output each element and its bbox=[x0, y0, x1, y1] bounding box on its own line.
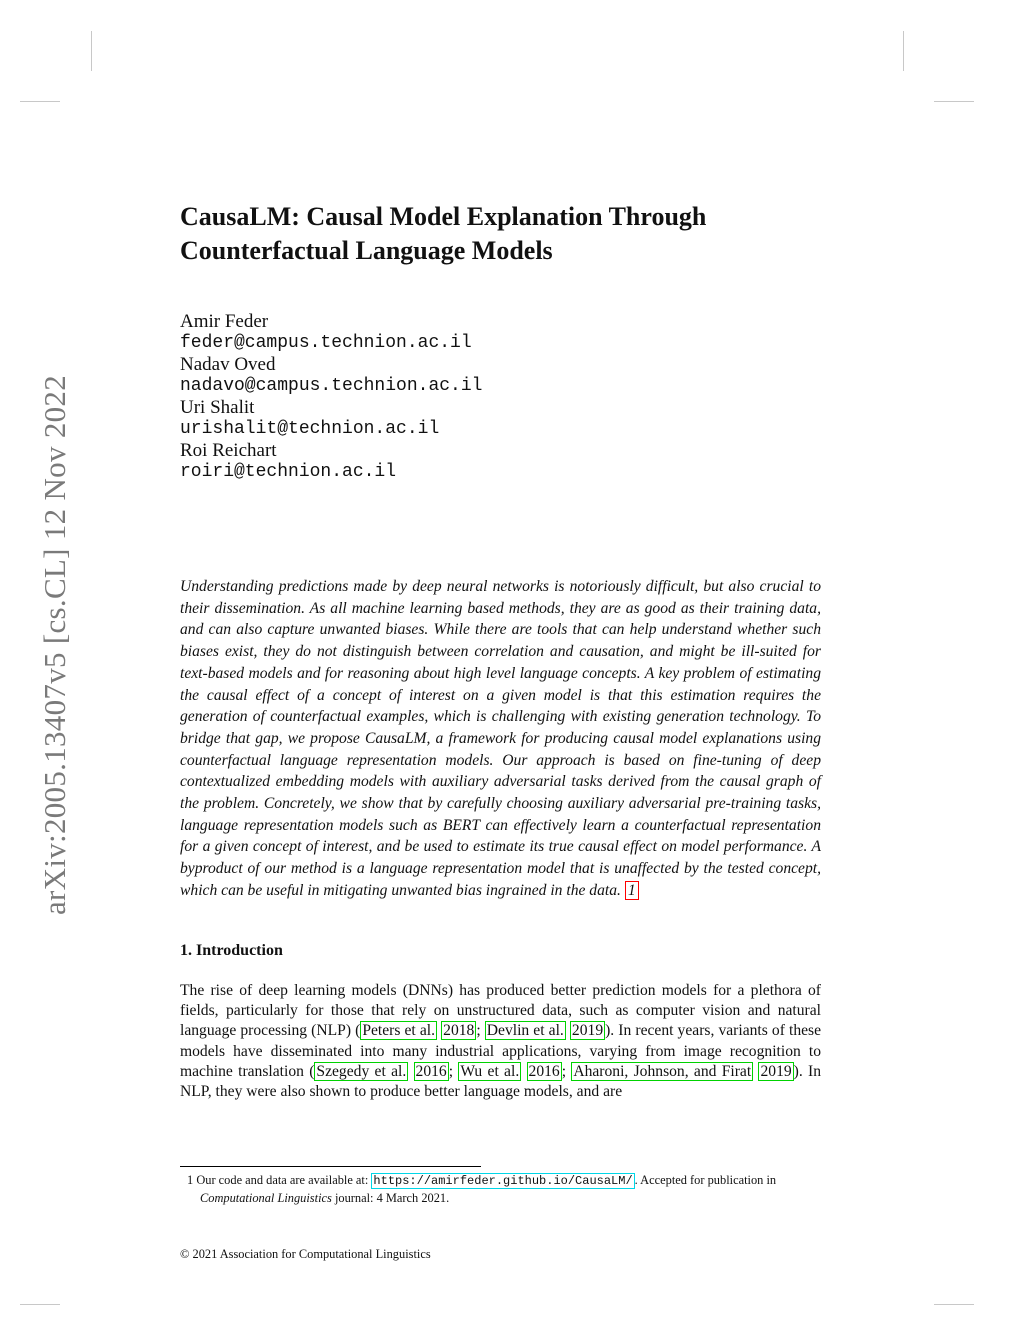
citation-link[interactable]: Devlin et al. bbox=[486, 1022, 564, 1040]
intro-text: ). In recent years, variants of these models have disseminated into many industrial applications, varying from image recognition to machine translation ( bbox=[180, 1022, 822, 1080]
author-email[interactable]: urishalit@technion.ac.il bbox=[180, 419, 440, 439]
crop-mark bbox=[20, 1304, 60, 1305]
copyright-notice: © 2021 Association for Computational Linguistics bbox=[180, 1247, 431, 1261]
journal-name: Computational Linguistics bbox=[200, 1191, 332, 1205]
author-email[interactable]: nadavo@campus.technion.ac.il bbox=[180, 376, 483, 396]
title-line-1: CausaLM: Causal Model Explanation Through bbox=[180, 202, 707, 231]
title-line-2: Counterfactual Language Models bbox=[180, 236, 553, 265]
author-block bbox=[180, 311, 821, 483]
footnote-text: . Accepted for publication in bbox=[634, 1173, 777, 1187]
citation-year-link[interactable]: 2018 bbox=[443, 1022, 475, 1040]
citation-link[interactable]: Peters et al. bbox=[362, 1022, 436, 1040]
footnote-mark: 1 bbox=[187, 1173, 194, 1187]
citation-year-link[interactable]: 2016 bbox=[415, 1062, 447, 1080]
crop-mark bbox=[20, 101, 60, 102]
crop-mark bbox=[903, 31, 904, 71]
citation-link[interactable]: Wu et al. bbox=[460, 1062, 520, 1080]
intro-text: The rise of deep learning models (DNNs) has produced better prediction models for a plethora of fields, particularly for those that rely on unstructured data, such as computer vision and natural language processing (NLP) ( bbox=[180, 982, 821, 1040]
author-name: Uri Shalit bbox=[180, 397, 255, 418]
citation-separator: ; bbox=[476, 1022, 485, 1040]
citation-link[interactable]: Szegedy et al. bbox=[316, 1062, 407, 1080]
author-email[interactable]: feder@campus.technion.ac.il bbox=[180, 333, 472, 353]
intro-paragraph bbox=[180, 981, 821, 1102]
arxiv-stamp: arXiv:2005.13407v5 [cs.CL] 12 Nov 2022 bbox=[37, 374, 72, 916]
abstract bbox=[180, 576, 821, 902]
author-name: Amir Feder bbox=[180, 311, 269, 332]
author-email[interactable]: roiri@technion.ac.il bbox=[180, 462, 397, 482]
crop-mark bbox=[934, 1304, 974, 1305]
citation-year-link[interactable]: 2019 bbox=[571, 1022, 604, 1040]
citation-link[interactable]: Aharoni, Johnson, and Firat bbox=[573, 1062, 752, 1080]
footnote bbox=[180, 1172, 841, 1207]
footnote-rule bbox=[180, 1166, 481, 1167]
paper-title bbox=[180, 200, 821, 268]
abstract-text: Understanding predictions made by deep neural networks is notoriously difficult, but also crucial to their dissemination. As all machine learning based methods, they are as good as their training data, and can also capture unwanted biases. While there are tools that can help understand whether such biases exist, they do not distinguish between correlation and causation, and might be ill-suited for text-based models and for reasoning about high level language concepts. A key problem of estimating the causal effect of a concept of interest on a given model is that this estimation requires the generation of counterfactual examples, which is challenging with existing generation technology. To bridge that gap, we propose CausaLM, a framework for producing causal model explanations using counterfactual language representation models. Our approach is based on fine-tuning of deep contextualized embedding models with auxiliary adversarial tasks derived from the causal graph of the problem. Concretely, we show that by carefully choosing auxiliary adversarial pre-training tasks, language representation models such as BERT can effectively learn a counterfactual representation for a given concept of interest, and be used to estimate its true causal effect on model performance. A byproduct of our method is a language representation model that is unaffected by the tested concept, which can be useful in mitigating unwanted bias ingrained in the data. bbox=[180, 578, 821, 899]
crop-mark bbox=[91, 31, 92, 71]
intro-text: ). In NLP, they were also shown to produce better language models, and are bbox=[180, 1062, 822, 1101]
crop-mark bbox=[934, 101, 974, 102]
citation-separator: ; bbox=[448, 1062, 459, 1080]
author-name: Nadav Oved bbox=[180, 354, 276, 375]
section-heading: 1. Introduction bbox=[180, 942, 283, 959]
footnote-text: Our code and data are available at: bbox=[196, 1173, 369, 1187]
citation-separator: ; bbox=[561, 1062, 572, 1080]
footnote-text: journal: 4 March 2021. bbox=[334, 1191, 450, 1205]
code-url-link[interactable]: https://amirfeder.github.io/CausaLM/ bbox=[373, 1174, 633, 1188]
citation-year-link[interactable]: 2016 bbox=[528, 1062, 560, 1080]
citation-year-link[interactable]: 2019 bbox=[760, 1062, 792, 1080]
footnote-link[interactable]: 1 bbox=[625, 881, 639, 900]
author-name: Roi Reichart bbox=[180, 440, 277, 461]
